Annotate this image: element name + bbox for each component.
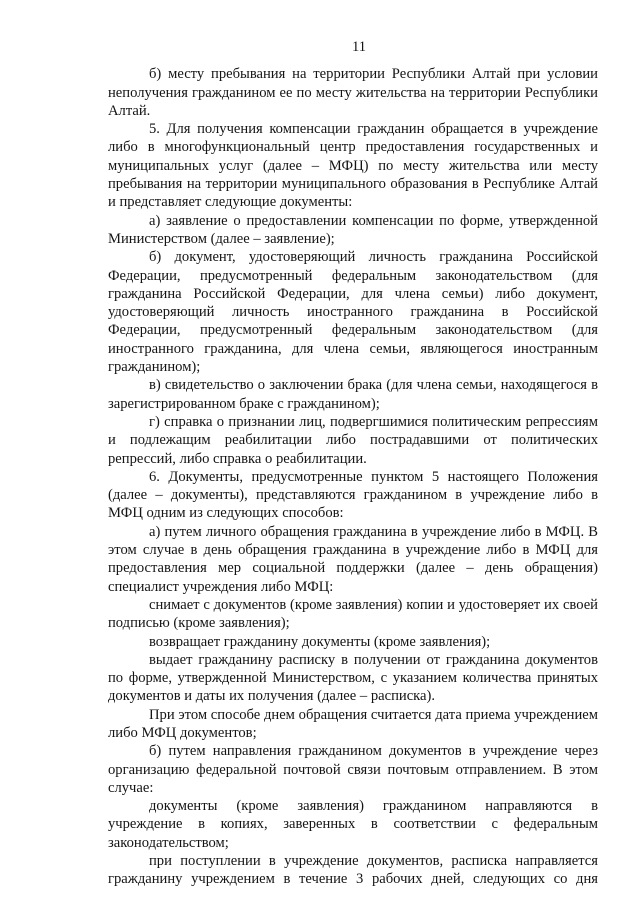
paragraph: 5. Для получения компенсации гражданин обращается в учреждение либо в многофункциональный центр предоставления государственных и муниципальных услуг (далее – МФЦ) по месту жительства или месту пребывания на территории муниципального образования в Республике Алтай и представляет следующие документы: xyxy=(108,121,598,211)
page-number: 11 xyxy=(351,39,367,55)
paragraph: б) путем направления гражданином документов в учреждение через организацию федеральной почтовой связи почтовым отправлением. В этом случае: xyxy=(108,743,598,796)
paragraph: документы (кроме заявления) гражданином направляются в учреждение в копиях, заверенных в соответствии с федеральным законодательством; xyxy=(108,798,598,851)
paragraph: возвращает гражданину документы (кроме заявления); xyxy=(149,633,491,650)
paragraph: снимает с документов (кроме заявления) копии и удостоверяет их своей подписью (кроме заявления); xyxy=(108,596,598,632)
paragraph: При этом способе днем обращения считается дата приема учреждением либо МФЦ документов; xyxy=(108,706,598,741)
paragraph: при поступлении в учреждение документов, расписка направляется гражданину учреждением в течение 3 рабочих дней, следующих со дня xyxy=(108,853,598,888)
paragraph: 6. Документы, предусмотренные пунктом 5 настоящего Положения (далее – документы), представляются гражданином в учреждение либо в МФЦ одним из следующих способов: xyxy=(108,468,598,522)
paragraph: б) месту пребывания на территории Республики Алтай при условии неполучения гражданином ее по месту жительства на территории Республики Алтай. xyxy=(108,66,598,119)
paragraph: в) свидетельство о заключении брака (для члена семьи, находящегося в зарегистрированном браке с гражданином); xyxy=(108,377,598,412)
paragraph: б) документ, удостоверяющий личность гражданина Российской Федерации, предусмотренный федеральным законодательством (для гражданина Российской Федерации, для члена семьи) либо документ, удостоверяющий личность иностранного гражданина в Российской Федерации, предусмотренный федеральным законодательством (для иностранного гражданина, для члена семьи, являющегося иностранным гражданином); xyxy=(108,249,598,376)
paragraph: выдает гражданину расписку в получении от гражданина документов по форме, утвержденной Министерством, с указанием количества принятых документов и даты их получения (далее – расписка). xyxy=(108,651,598,705)
paragraph: а) заявление о предоставлении компенсации по форме, утвержденной Министерством (далее – заявление); xyxy=(108,212,598,247)
document-body xyxy=(108,65,598,888)
paragraph: г) справка о признании лиц, подвергшимися политическим репрессиям и подлежащим реабилитации либо пострадавшими от политических репрессий, либо справка о реабилитации. xyxy=(108,413,598,467)
paragraph: а) путем личного обращения гражданина в учреждение либо в МФЦ. В этом случае в день обращения гражданина в учреждение либо в МФЦ для предоставления мер социальной поддержки (далее – день обращения) специалист учреждения либо МФЦ: xyxy=(108,523,598,595)
